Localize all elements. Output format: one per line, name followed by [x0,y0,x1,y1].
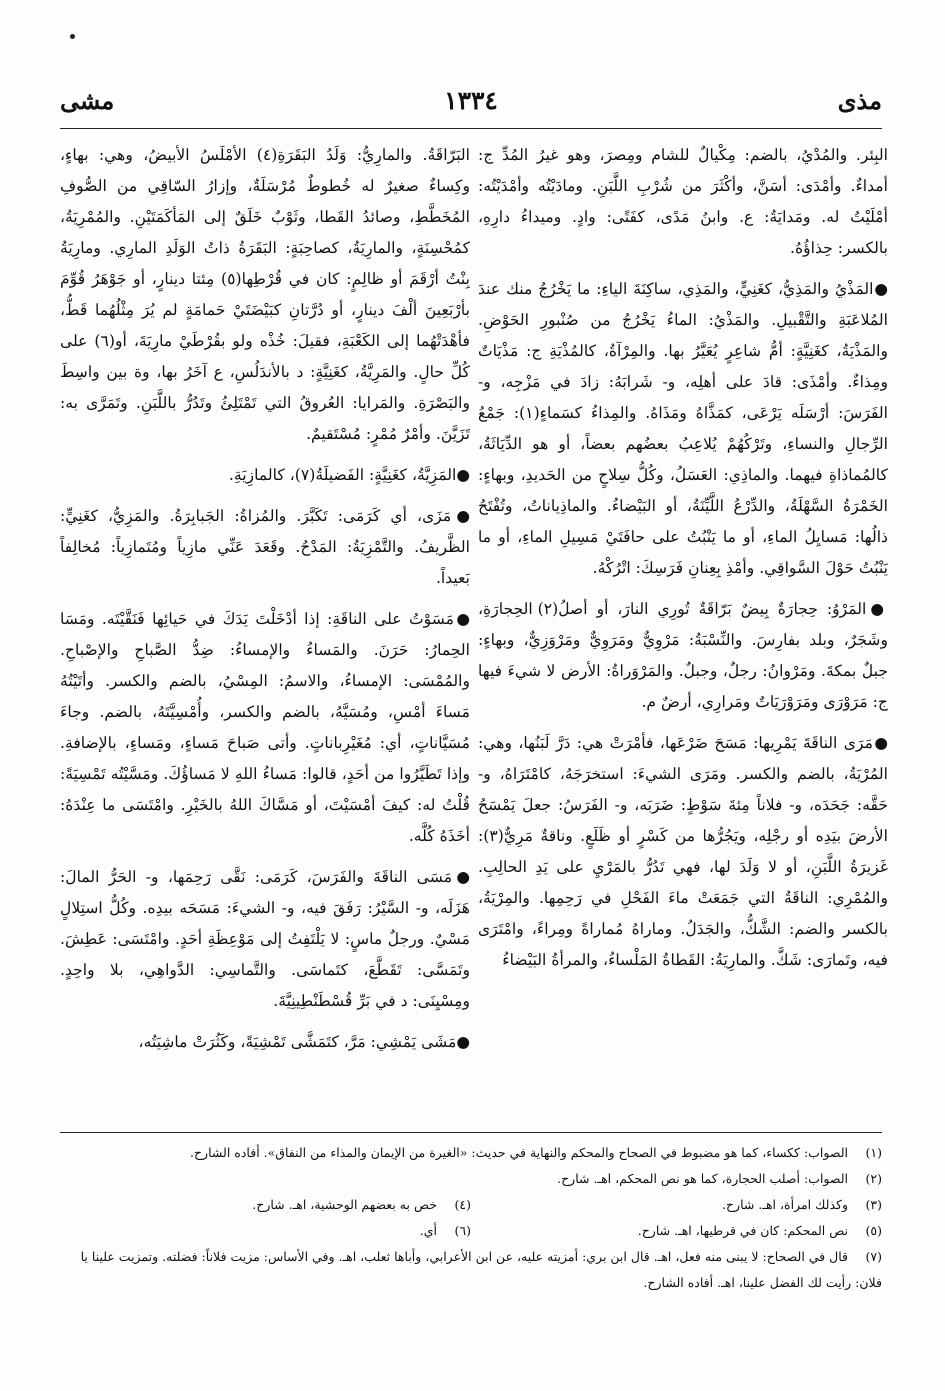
footnote: (١)الصواب: ككساء، كما هو مضبوط في الصحاح والمحكم والنهاية في حديث: «الغيرة من الإيمان والمذاء من النفاق». أفاده الشارح. [190,1145,882,1160]
entry-paragraph: ●مَرَى الناقَةَ يَمْرِيها: مَسَحَ ضَرْعَها، فأمْرَتْ هي: دَرَّ لَبَنُها، وهي: المُرْيَةُ، بالضم والكسر. ومَرَى الشيءَ: استخرَجَهُ، كامْتَرَاهُ، و- حَقَّه: جَحَدَه، و- فلاناً مِئةَ سَوْطٍ: ضَرَبَه، و- الفَرَسُ: جعلَ يَمْسَحُ الأرضَ بيَدِه أو رجْلِه، ويَجُرُّها من كَسْرٍ أو ظَلَعٍ. وناقةٌ مَرِيٌّ(٣): غَزيرَةُ اللَّبَنِ، أو لا وَلَدَ لها، فهي تَدُرُّ بالمَرْيِ على يَدِ الحالِبِ. والمُمْرِي: الناقَةُ التي جَمَعَتْ ماءَ الفَحْلِ في رَحِمِها. والمِرْيَةُ، بالكسر والضم: الشَّكُّ، والجَدَلُ. وماراهُ مُماراةً ومِراءً، وامْتَرَى فيه، وتَمارَى: شَكَّ. والمارِيَةُ: القَطاةُ المَلْساءُ، والمرأةُ البَيْضاءُ [478,734,888,969]
header-right-title: مذى [837,86,882,115]
header-rule [60,128,882,129]
header-left-title: مشى [60,86,115,115]
entry-paragraph: ●المَرْوُ: حِجارَةٌ بِيضٌ بَرّاقَةٌ تُورِي النارَ، أو أصلُ(٢) الحِجارَةِ، وشَجَرٌ، وبلد بفارِسَ. والنِّسْبَةُ: مَرْوِيٌّ ومَرَوِيٌّ ومَرْوَزِيٌّ، وبهاءٍ: جبلٌ بمكةَ. ومَرْوانُ: رجلٌ، وجبلٌ. والمَرْوَراةُ: الأرض لا شيءَ فيها ج: مَرَوْرَى ومَرَوْرَيَاتٌ ومَرارِي، أرضٌ م. [478,600,888,711]
footnote: (٧)قال في الصحاح: لا يبنى منه فعل، اهـ. قال ابن بري: أمزيته عليه، عن ابن الأعرابي، وأباها ثعلب، اهـ. وفي الأساس: مزيت فلاناً: فضلته. وتمزيت علينا يا فلان: رأيت لك الفضل علينا، اهـ. أفاده الشارح. [80,1249,882,1290]
page-number: ١٣٣٤ [444,86,498,115]
left-column [60,140,470,1125]
entry-paragraph: البَرّاقَةُ. والمارِيُّ: وَلَدُ البَقَرَةِ(٤) الأمْلَسُ الأبيضُ، وهي: بهاءٍ، وكِساءٌ صغيرٌ له خُطوطٌ مُرْسَلَةٌ، وإزارُ السّاقِي من الصُّوفِ المُخَطَّطِ، وصائدُ القَطا، وثَوْبٌ خَلَقٌ إلى المَأكَمَتَيْنِ. والمُمْرِيَةُ، كمُحْسِنَةٍ، والمارِيَةُ، كصاحِبَةٍ: البَقَرَةُ ذاتُ الوَلَدِ المارِي. ومارِيَةُ بِنْتُ أرْقَمَ أو ظالِمٍ: كان في قُرْطِها(٥) مِئتا دينارٍ، أو جَوْهَرُ قُوِّمَ بأرْبَعِينَ ألْفَ دينارٍ، أو دُرَّتانِ كبَيْضَتَيْ حَمامَةٍ لم يُرَ مِثْلُهُما قَطُّ، فأهْدَتْهُما إلى الكَعْبَةِ، فقيلَ: خُذْه ولو بقُرْطَيْ مارِيَةَ، أو(٦) على كُلِّ حالٍ. والمَرِيَّةُ، كغَنِيَّةٍ: د بالأندَلُسِ، ع آخَرُ بها، وة بين واسِطَ والبَصْرَةِ. والمَرايا: العُروقُ التي تَمْتَلِئُ وتَدُرُّ باللَّبَنِ. وتَمَرَّى به: تَزَيَّنَ. وأمْرٌ مُمْرٍ: مُسْتَقيمٌ. [60,146,470,443]
footnote: (٤)خص به بعضهم الوحشية، اهـ. شارح. [252,1197,471,1212]
footnote-row [60,1244,882,1296]
footnote-rule [60,1132,882,1133]
footnote-row [60,1192,882,1218]
entry-paragraph: ●المَذْيُ والمَذِيُّ، كغَنِيٍّ، والمَذِي، ساكِنَةَ الياءِ: ما يَخْرُجُ منك عندَ المُلاعَبَةِ والتَّقْبيلِ. والمَذْيُ: الماءُ يَخْرُجُ من صُنْبورِ الحَوْضِ. والمَذْيَةُ، كغَنِيَّةٍ: أمُّ شاعِرٍ يُعَيَّرُ بها. والمِرْآةُ، كالمُذْيَةِ ج: مَذْيَاتٌ ومِذاءٌ. وأمْذَى: قادَ على أهلِه، و- شَرابَهُ: زادَ في مَزْجِه، و- الفَرَسَ: أرْسَلَه يَرْعَى، كمَذَّاهُ ومَذَاهُ. والمِذاءُ كسَماءٍ(١): جَمْعُ الرِّجالِ والنساءِ، وتَرْكُهُمْ يُلاعِبُ بعضُهم بعضاً، أو هو الدِّيَاثَةُ، كالمُماذاةِ فيهما. والماذِي: العَسَلُ، وكُلُّ سِلاحٍ من الحَديدِ، وبهاءٍ: الخَمْرَةُ السَّهْلَةُ، والدِّرْعُ اللَّيِّنَةُ، أو البَيْضاءُ. والماذِياناتُ، وتُفْتَحُ ذالُها: مَسايِلُ الماءِ، أو ما يَنْبُتُ على حافَتَيْ مَسِيلِ الماءِ، أو ما يَنْبُتُ حَوْلَ السَّواقِي. وأمْذِ بِعِنانِ فَرَسِكَ: اتْرُكْهُ. [478,280,888,577]
footnote: (٦)أي. [419,1223,471,1238]
footnotes [60,1140,882,1320]
entry-paragraph: ●مَزَى، أي كَرَمَى: تَكَبَّرَ. والمُزاةُ: الجَبابِرَةُ. والمَزِيُّ، كغَنِيٍّ: الظَّريفُ. والتَّمْزِيَةُ: المَدْحُ. وقَعَدَ عَنِّي مازِياً ومُتَمازِياً: مُخالِفاً بَعيداً. [60,507,470,587]
entry-paragraph: ●المَزِيَّةُ، كغَنِيَّةٍ: الفَضيلَةُ(٧)، كالمازِيَةِ. [228,466,470,484]
footnote: (٢)الصواب: أصلب الحجارة، كما هو نص المحكم، اهـ. شارح. [557,1171,882,1186]
footnote-row [60,1166,882,1192]
footnote: (٣)وكذلك امرأة، اهـ. شارح. [722,1197,882,1212]
right-column [478,140,888,1125]
footnote-row [60,1218,882,1244]
entry-paragraph: البِئر. والمُدْيُ، بالضم: مِكْيالٌ للشام ومِصرَ، وهو غيرُ المُدِّ ج: أمداءٌ. وأمْدَى: أسَنَّ، وأكْثَرَ من شُرْبِ اللَّبَنِ. ومادَيْتُه وأمْدَيْتُه: أمْلَيْتُ له. ومَدايَةُ: ع. وابنُ مَدًى، كفَتًى: وادٍ. وميداءُ دارِهِ، بالكسر: حِذاؤُهُ. [478,146,888,257]
entry-paragraph: ●مَسَى الناقَةَ والفَرَسَ، كَرَمَى: نَقَّى رَحِمَها، و- الحَرُّ المالَ: هَزَلَه، و- السَّيْرُ: رَفَقَ فيه، و- الشيءَ: مَسَحَه بيدِه. وكُلُّ استِلالٍ مَسْيٌ. ورجلٌ ماسٍ: لا يَلْتَفِتُ إلى مَوْعِظَةِ أحَدٍ. وامْتَسَى: عَطِشَ. وتَمَسَّى: تَقَطَّعَ، كتَماسَى. والتَّماسِي: الدَّواهِي، بلا واحِدٍ. ومِسْيِنَى: د في بَرِّ قُسْطَنْطِينِيَّةَ. [60,868,470,1010]
ink-dot [70,34,75,39]
page-header [60,86,882,126]
footnote-row [60,1140,882,1166]
entry-paragraph: ●مَسَوْتُ على الناقَةِ: إذا أدْخَلْتَ يَدَكَ في حَيائِها فَنَقَّيْتَه. ومَسَا الحِمارُ: حَرَنَ. والمَساءُ والإمساءُ: ضِدُّ الصَّباحِ والإصْباحِ. والمُمْسَى: الإمساءُ، والاسمُ: المِسْيُ، بالضم والكسر. وأتَيْتُهُ مَساءَ أمْسِ، ومُسَيَّهُ، بالضم والكسر، وأُمْسِيَّتَهُ، بالضم. وجاءَ مُسَيَّاناتٍ، أي: مُغَيْرِباناتٍ. وأتى صَباحَ مَساءٍ، ومَساءٍ، بالإضافةِ. وإذا تَطَيَّرُوا من أحَدٍ، قالوا: مَساءُ اللهِ لا مَساؤُكَ. ومَسَّيْتُه تَمْسِيَةً: قُلْتُ له: كيفَ أمْسَيْتَ، أو مَسَّاكَ اللهُ بالخَيْرِ. وامْتَسَى ما عِنْدَهُ: أخَذَهُ كُلَّه. [60,610,470,845]
entry-paragraph: ●مَشَى يَمْشِي: مَرَّ، كتَمَشَّى تَمْشِيَةً، وكَثُرَتْ ماشِيَتُه، [138,1033,470,1051]
footnote: (٥)نص المحكم: كان في قرطيها، اهـ. شارح. [637,1223,882,1238]
